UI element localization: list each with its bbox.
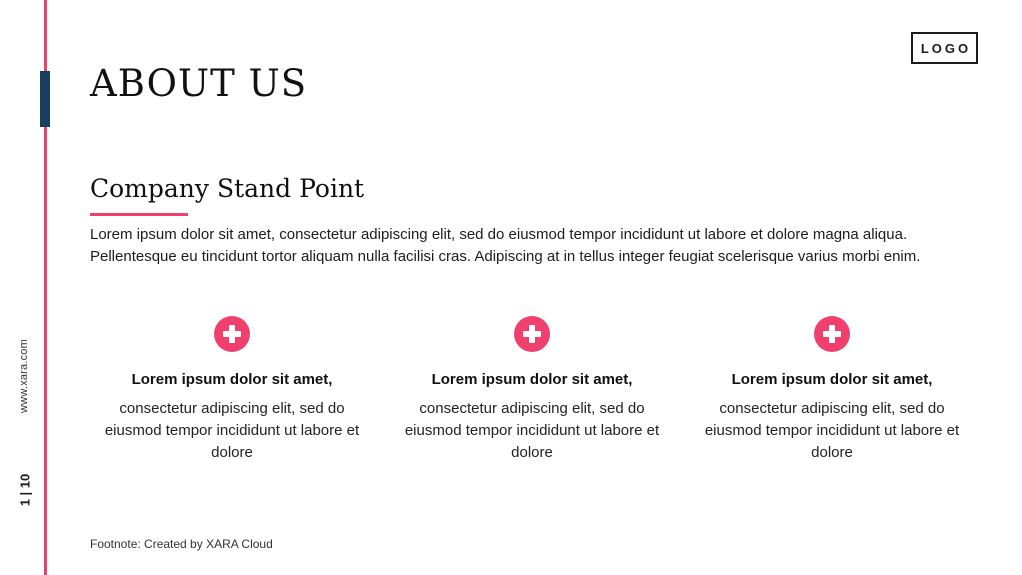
plus-circle-icon xyxy=(814,316,850,352)
website-url[interactable]: www.xara.com xyxy=(18,339,30,413)
feature-title: Lorem ipsum dolor sit amet, xyxy=(731,371,933,388)
feature-item xyxy=(90,316,374,464)
subtitle-underline xyxy=(90,213,188,216)
feature-item xyxy=(690,316,974,464)
feature-description: consectetur adipiscing elit, sed do eiusmod tempor incididunt ut labore et dolore xyxy=(404,400,660,461)
plus-circle-icon xyxy=(514,316,550,352)
page-indicator: 1 | 10 xyxy=(17,473,33,507)
title-marker-bar xyxy=(40,71,50,127)
footnote: Footnote: Created by XARA Cloud xyxy=(90,537,273,551)
section-body-text: Lorem ipsum dolor sit amet, consectetur adipiscing elit, sed do eiusmod tempor incididunt ut labore et dolore magna aliqua. Pellentesque eu tincidunt tortor aliquam nulla facilisi cras. Adipiscing at in tellus integer feugiat scelerisque varius morbi enim. xyxy=(90,226,921,265)
feature-description: consectetur adipiscing elit, sed do eiusmod tempor incididunt ut labore et dolore xyxy=(104,400,360,461)
feature-title: Lorem ipsum dolor sit amet, xyxy=(431,371,633,388)
section-subtitle: Company Stand Point xyxy=(90,174,365,203)
feature-item xyxy=(390,316,674,464)
page-title: ABOUT US xyxy=(90,62,308,105)
feature-description: consectetur adipiscing elit, sed do eiusmod tempor incididunt ut labore et dolore xyxy=(704,400,960,461)
feature-title: Lorem ipsum dolor sit amet, xyxy=(131,371,333,388)
plus-circle-icon xyxy=(214,316,250,352)
logo: LOGO xyxy=(911,32,978,64)
